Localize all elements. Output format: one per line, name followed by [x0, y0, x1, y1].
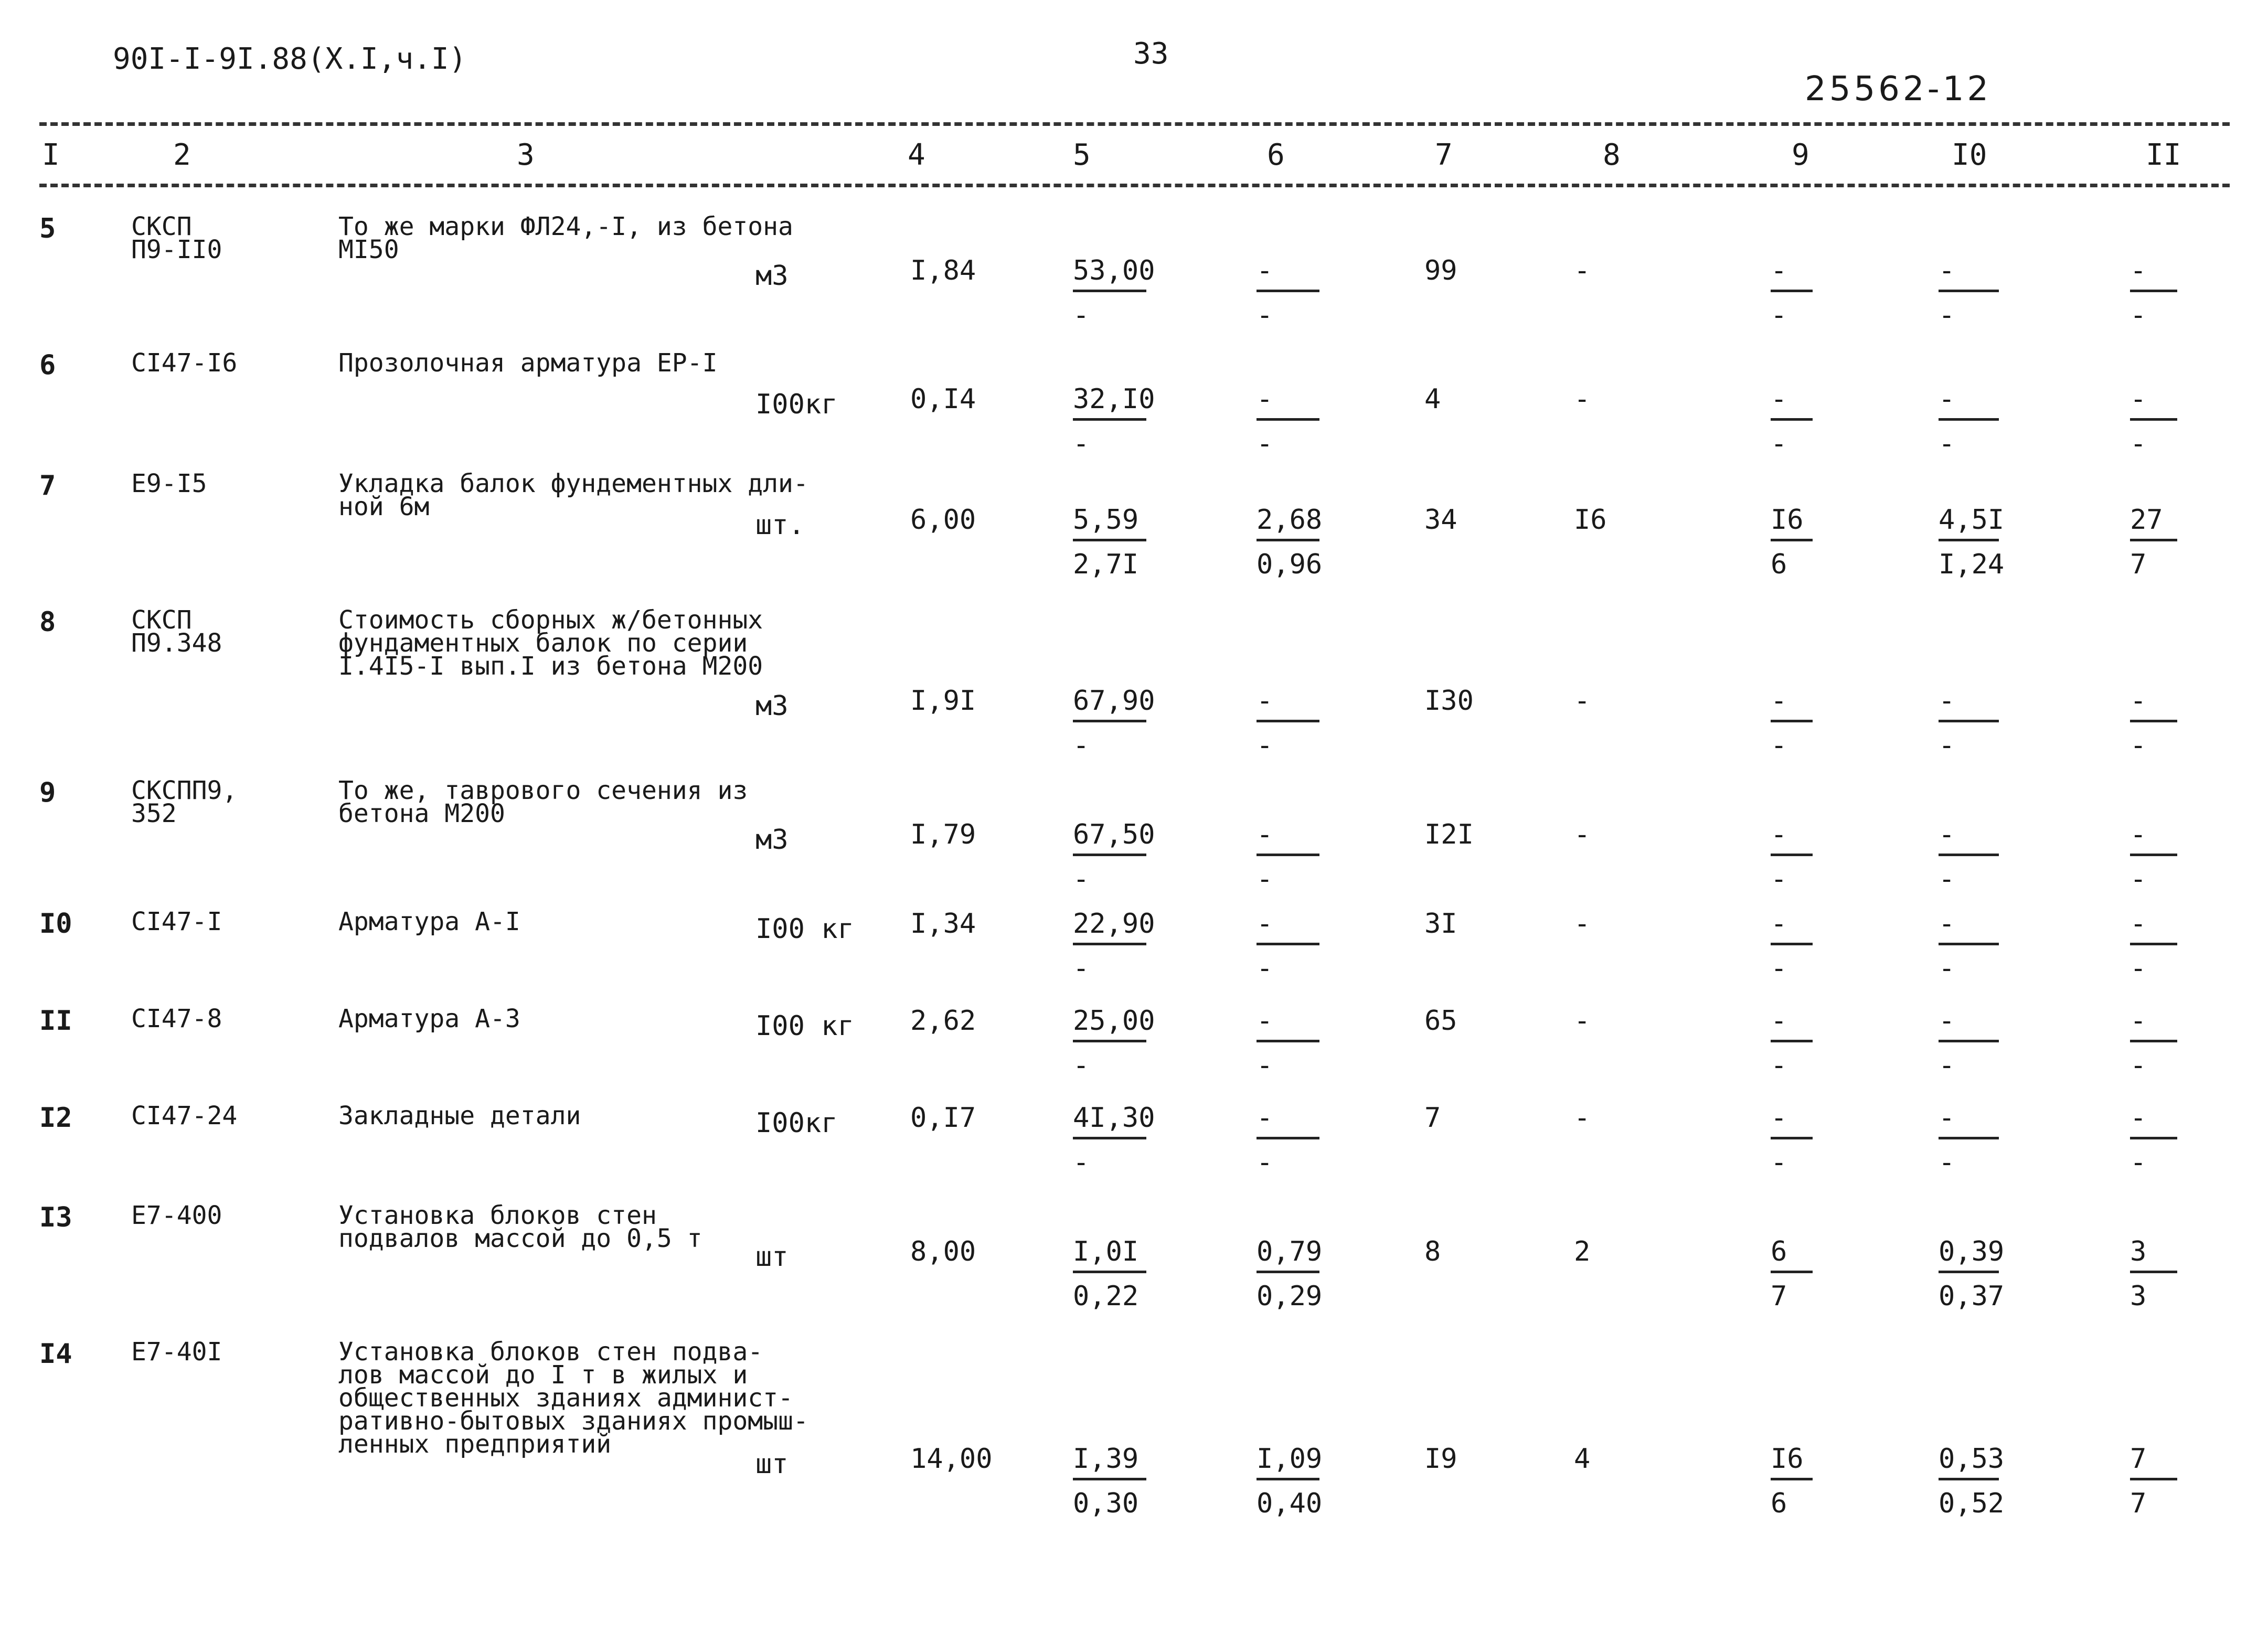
fraction-bar [1771, 1137, 1813, 1139]
unit-of-measure: шт [755, 1241, 789, 1273]
table-row [0, 212, 2268, 331]
fraction-numerator: - [1771, 1005, 1787, 1037]
column-header-7: 7 [1435, 138, 1453, 172]
rate-code: СI47-8 [131, 1004, 222, 1033]
fraction-denominator: - [2130, 428, 2147, 460]
handwritten-stamp: 25562-12 [1805, 70, 1992, 109]
rate-code: СI47-I [131, 907, 222, 936]
column-7-value: I9 [1424, 1443, 1457, 1475]
fraction-bar [1257, 290, 1319, 292]
quantity: 8,00 [910, 1236, 976, 1267]
column-header-2: 2 [173, 138, 191, 172]
unit-of-measure: м3 [755, 824, 789, 856]
fraction-numerator: - [1939, 819, 1955, 850]
fraction-bar [2130, 1137, 2177, 1139]
fraction-numerator: I,0I [1073, 1236, 1139, 1267]
fraction-bar [2130, 539, 2177, 541]
rate-code: СКСПП9, 352 [131, 776, 238, 828]
row-number: II [39, 1005, 72, 1037]
fraction-numerator: 0,39 [1939, 1236, 2005, 1267]
fraction-bar [1257, 539, 1319, 541]
fraction-denominator: - [2130, 1147, 2147, 1178]
header-bottom-rule [39, 184, 2230, 187]
quantity: I,34 [910, 908, 976, 940]
column-8-value: - [1574, 1005, 1591, 1037]
fraction-bar [1939, 1478, 1999, 1480]
fraction-bar [1073, 1478, 1146, 1480]
quantity: 6,00 [910, 504, 976, 536]
fraction-bar [1771, 1478, 1813, 1480]
row-number: 5 [39, 213, 56, 244]
column-header-11: II [2146, 138, 2181, 172]
fraction-denominator: 0,22 [1073, 1281, 1139, 1312]
fraction-bar [2130, 943, 2177, 945]
fraction-denominator: - [2130, 300, 2147, 331]
fraction-numerator: 67,50 [1073, 819, 1155, 850]
fraction-bar [1257, 854, 1319, 856]
fraction-denominator: - [1771, 730, 1787, 761]
row-number: 8 [39, 606, 56, 638]
table-row [0, 907, 2268, 984]
fraction-numerator: 32,I0 [1073, 383, 1155, 415]
column-8-value: I6 [1574, 504, 1607, 536]
column-header-5: 5 [1073, 138, 1091, 172]
fraction-denominator: - [1257, 730, 1273, 761]
fraction-numerator: - [1771, 255, 1787, 286]
fraction-bar [1771, 1040, 1813, 1042]
fraction-bar [1771, 854, 1813, 856]
quantity: 0,I7 [910, 1102, 976, 1134]
fraction-denominator: - [1257, 1147, 1273, 1178]
column-header-9: 9 [1792, 138, 1809, 172]
row-number: I0 [39, 908, 72, 940]
quantity: 14,00 [910, 1443, 993, 1475]
fraction-numerator: 4,5I [1939, 504, 2005, 536]
fraction-denominator: 0,40 [1257, 1488, 1323, 1519]
fraction-denominator: I,24 [1939, 549, 2005, 580]
fraction-numerator: - [1771, 685, 1787, 717]
fraction-denominator: - [1771, 1050, 1787, 1081]
fraction-denominator: 0,37 [1939, 1281, 2005, 1312]
fraction-bar [1939, 539, 1999, 541]
fraction-bar [1771, 720, 1813, 722]
rate-code: СКСП П9-II0 [131, 212, 222, 264]
fraction-denominator: - [1939, 300, 1955, 331]
fraction-numerator: - [2130, 819, 2147, 850]
fraction-bar [1257, 1137, 1319, 1139]
fraction-denominator: 0,96 [1257, 549, 1323, 580]
quantity: I,84 [910, 255, 976, 286]
fraction-denominator: - [1771, 863, 1787, 895]
unit-of-measure: м3 [755, 260, 789, 292]
fraction-denominator: - [1257, 953, 1273, 984]
fraction-numerator: 53,00 [1073, 255, 1155, 286]
row-number: I4 [39, 1338, 72, 1370]
unit-of-measure: м3 [755, 690, 789, 722]
fraction-bar [1257, 1271, 1319, 1273]
fraction-numerator: 4I,30 [1073, 1102, 1155, 1134]
fraction-numerator: - [1257, 685, 1273, 717]
row-number: I2 [39, 1102, 72, 1134]
fraction-bar [1771, 418, 1813, 421]
row-number: 7 [39, 470, 56, 502]
fraction-numerator: - [1939, 1005, 1955, 1037]
rate-code: Е9-I5 [131, 469, 207, 498]
fraction-numerator: 0,53 [1939, 1443, 2005, 1475]
column-7-value: 65 [1424, 1005, 1457, 1037]
fraction-bar [2130, 1271, 2177, 1273]
column-8-value: - [1574, 383, 1591, 415]
unit-of-measure: I00кг [755, 389, 838, 420]
row-number: 9 [39, 777, 56, 808]
fraction-bar [1771, 290, 1813, 292]
fraction-denominator: 2,7I [1073, 549, 1139, 580]
row-number: I3 [39, 1202, 72, 1233]
fraction-denominator: - [1939, 428, 1955, 460]
fraction-denominator: - [1073, 1050, 1090, 1081]
fraction-denominator: 6 [1771, 1488, 1787, 1519]
fraction-numerator: - [1939, 383, 1955, 415]
fraction-denominator: 0,29 [1257, 1281, 1323, 1312]
fraction-numerator: - [2130, 908, 2147, 940]
table-row [0, 469, 2268, 580]
fraction-denominator: - [1771, 1147, 1787, 1178]
table-row [0, 1201, 2268, 1312]
fraction-bar [1073, 1040, 1146, 1042]
fraction-bar [1771, 1271, 1813, 1273]
column-header-1: I [42, 138, 60, 172]
page-number: 33 [1133, 37, 1169, 71]
work-description: То же, таврового сечения из бетона М200 [338, 776, 748, 828]
fraction-bar [1771, 943, 1813, 945]
work-description: Прозолочная арматура ЕР-I [338, 348, 718, 378]
fraction-numerator: - [1939, 255, 1955, 286]
column-header-3: 3 [517, 138, 535, 172]
unit-of-measure: шт [755, 1448, 789, 1480]
fraction-denominator: - [1073, 863, 1090, 895]
fraction-denominator: 0,52 [1939, 1488, 2005, 1519]
fraction-numerator: 3 [2130, 1236, 2147, 1267]
column-8-value: 2 [1574, 1236, 1591, 1267]
fraction-numerator: 0,79 [1257, 1236, 1323, 1267]
fraction-denominator: 7 [1771, 1281, 1787, 1312]
fraction-bar [1257, 943, 1319, 945]
fraction-numerator: I6 [1771, 504, 1804, 536]
fraction-denominator: - [1073, 1147, 1090, 1178]
rate-code: Е7-400 [131, 1201, 222, 1230]
column-8-value: - [1574, 819, 1591, 850]
column-7-value: 99 [1424, 255, 1457, 286]
column-header-10: I0 [1952, 138, 1987, 172]
column-7-value: 3I [1424, 908, 1457, 940]
rate-code: СКСП П9.348 [131, 605, 222, 658]
fraction-numerator: - [2130, 383, 2147, 415]
column-8-value: - [1574, 908, 1591, 940]
fraction-numerator: - [1257, 255, 1273, 286]
fraction-denominator: - [2130, 730, 2147, 761]
fraction-denominator: - [1939, 953, 1955, 984]
rate-code: Е7-40I [131, 1337, 222, 1367]
fraction-denominator: - [1257, 1050, 1273, 1081]
column-7-value: 7 [1424, 1102, 1441, 1134]
work-description: Установка блоков стен подвалов массой до 0,5 т [338, 1201, 702, 1253]
quantity: I,79 [910, 819, 976, 850]
fraction-bar [1257, 418, 1319, 421]
fraction-bar [1073, 539, 1146, 541]
work-description: Закладные детали [338, 1101, 581, 1131]
fraction-denominator: - [1073, 300, 1090, 331]
fraction-denominator: - [1939, 1050, 1955, 1081]
column-8-value: - [1574, 685, 1591, 717]
fraction-numerator: - [1771, 383, 1787, 415]
column-header-4: 4 [908, 138, 925, 172]
fraction-denominator: - [1073, 428, 1090, 460]
fraction-bar [1939, 943, 1999, 945]
table-row [0, 605, 2268, 761]
fraction-numerator: - [1939, 908, 1955, 940]
column-8-value: - [1574, 255, 1591, 286]
fraction-numerator: 2,68 [1257, 504, 1323, 536]
table-row [0, 776, 2268, 895]
fraction-bar [1073, 290, 1146, 292]
fraction-numerator: I6 [1771, 1443, 1804, 1475]
fraction-bar [2130, 720, 2177, 722]
work-description: Стоимость сборных ж/бетонных фундаментных балок по серии I.4I5-I вып.I из бетона М200 [338, 605, 763, 681]
column-8-value: - [1574, 1102, 1591, 1134]
fraction-bar [1939, 854, 1999, 856]
fraction-bar [1771, 539, 1813, 541]
fraction-numerator: 6 [1771, 1236, 1787, 1267]
fraction-denominator: - [1939, 730, 1955, 761]
fraction-denominator: - [1939, 863, 1955, 895]
fraction-bar [1257, 720, 1319, 722]
fraction-numerator: - [1257, 819, 1273, 850]
fraction-bar [1939, 1137, 1999, 1139]
work-description: Установка блоков стен подва- лов массой до I т в жилых и общественных зданиях админист- ративно-бытовых зданиях промыш- ленных предприятий [338, 1337, 808, 1459]
unit-of-measure: I00 кг [755, 1010, 854, 1042]
fraction-denominator: - [1939, 1147, 1955, 1178]
fraction-denominator: - [1771, 428, 1787, 460]
fraction-denominator: 3 [2130, 1281, 2147, 1312]
fraction-denominator: - [1257, 300, 1273, 331]
fraction-numerator: I,39 [1073, 1443, 1139, 1475]
fraction-denominator: - [1771, 953, 1787, 984]
rate-code: СI47-I6 [131, 348, 238, 378]
fraction-numerator: 27 [2130, 504, 2163, 536]
table-row [0, 348, 2268, 460]
work-description: Арматура А-I [338, 907, 520, 936]
fraction-numerator: - [1771, 819, 1787, 850]
fraction-numerator: - [1771, 908, 1787, 940]
fraction-numerator: 5,59 [1073, 504, 1139, 536]
fraction-bar [1257, 1040, 1319, 1042]
fraction-denominator: - [1771, 300, 1787, 331]
fraction-denominator: - [2130, 1050, 2147, 1081]
fraction-bar [2130, 854, 2177, 856]
fraction-denominator: - [1073, 730, 1090, 761]
unit-of-measure: шт. [755, 509, 805, 541]
fraction-numerator: 7 [2130, 1443, 2147, 1475]
fraction-denominator: 0,30 [1073, 1488, 1139, 1519]
fraction-bar [2130, 290, 2177, 292]
column-8-value: 4 [1574, 1443, 1591, 1475]
fraction-denominator: - [2130, 863, 2147, 895]
column-header-8: 8 [1603, 138, 1621, 172]
work-description: Арматура А-3 [338, 1004, 520, 1033]
fraction-bar [2130, 1040, 2177, 1042]
fraction-bar [1939, 418, 1999, 421]
fraction-numerator: - [2130, 1005, 2147, 1037]
fraction-bar [1073, 720, 1146, 722]
rate-code: СI47-24 [131, 1101, 238, 1131]
column-header-6: 6 [1267, 138, 1285, 172]
unit-of-measure: I00кг [755, 1107, 838, 1139]
unit-of-measure: I00 кг [755, 913, 854, 945]
row-number: 6 [39, 349, 56, 381]
table-row [0, 1101, 2268, 1178]
fraction-numerator: - [1939, 685, 1955, 717]
fraction-numerator: - [2130, 685, 2147, 717]
fraction-denominator: 6 [1771, 549, 1787, 580]
fraction-numerator: - [1257, 383, 1273, 415]
fraction-numerator: - [1257, 908, 1273, 940]
column-7-value: 8 [1424, 1236, 1441, 1267]
fraction-bar [1073, 943, 1146, 945]
fraction-bar [1939, 290, 1999, 292]
fraction-bar [1257, 1478, 1319, 1480]
header-top-rule [39, 122, 2230, 126]
fraction-bar [1073, 1137, 1146, 1139]
fraction-numerator: 67,90 [1073, 685, 1155, 717]
fraction-bar [1073, 1271, 1146, 1273]
work-description: Укладка балок фундементных дли- ной 6м [338, 469, 808, 521]
table-row [0, 1337, 2268, 1519]
fraction-numerator: - [1257, 1005, 1273, 1037]
fraction-bar [1939, 720, 1999, 722]
fraction-numerator: - [1939, 1102, 1955, 1134]
quantity: 2,62 [910, 1005, 976, 1037]
fraction-numerator: - [1771, 1102, 1787, 1134]
table-row [0, 1004, 2268, 1081]
fraction-numerator: - [2130, 1102, 2147, 1134]
fraction-denominator: - [1257, 428, 1273, 460]
fraction-denominator: - [1257, 863, 1273, 895]
fraction-denominator: - [1073, 953, 1090, 984]
fraction-bar [2130, 418, 2177, 421]
fraction-numerator: 25,00 [1073, 1005, 1155, 1037]
column-7-value: 4 [1424, 383, 1441, 415]
work-description: То же марки ФЛ24,-I, из бетона МI50 [338, 212, 793, 264]
fraction-denominator: 7 [2130, 549, 2147, 580]
column-7-value: I2I [1424, 819, 1474, 850]
quantity: 0,I4 [910, 383, 976, 415]
column-7-value: I30 [1424, 685, 1474, 717]
fraction-numerator: - [1257, 1102, 1273, 1134]
fraction-numerator: 22,90 [1073, 908, 1155, 940]
quantity: I,9I [910, 685, 976, 717]
fraction-numerator: I,09 [1257, 1443, 1323, 1475]
column-7-value: 34 [1424, 504, 1457, 536]
fraction-denominator: 7 [2130, 1488, 2147, 1519]
fraction-bar [2130, 1478, 2177, 1480]
fraction-bar [1073, 418, 1146, 421]
fraction-numerator: - [2130, 255, 2147, 286]
document-code: 90I-I-9I.88(Х.I,ч.I) [113, 42, 467, 76]
fraction-bar [1939, 1040, 1999, 1042]
fraction-bar [1073, 854, 1146, 856]
fraction-denominator: - [2130, 953, 2147, 984]
fraction-bar [1939, 1271, 1999, 1273]
